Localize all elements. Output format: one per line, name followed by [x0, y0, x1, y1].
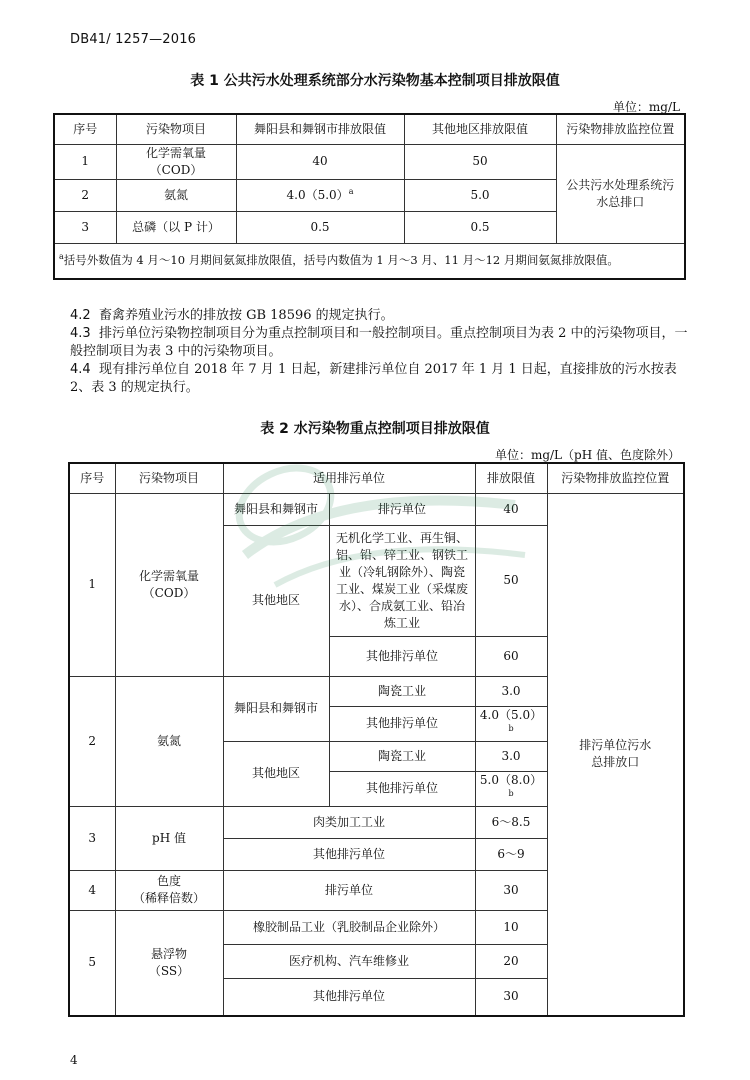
clause-number: 4.3	[70, 326, 91, 341]
table2-limit: 40	[475, 493, 547, 525]
table2-monitor-location: 排污单位污水 总排放口	[547, 493, 684, 1016]
table2-cell-no: 1	[69, 493, 115, 676]
table2-limit	[475, 706, 547, 741]
table2-limit: 20	[475, 944, 547, 978]
table2-header-item: 污染物项目	[115, 463, 223, 493]
table2-applicable-unit: 医疗机构、汽车维修业	[223, 944, 475, 978]
table1-value: 4.0（5.0）	[286, 187, 349, 202]
footnote-mark: b	[508, 788, 514, 798]
table2-limit	[475, 771, 547, 806]
footnote-mark: a	[59, 252, 64, 261]
table1-unit: 单位：mg/L	[612, 100, 680, 114]
table2-limit: 30	[475, 978, 547, 1016]
table2-limit: 60	[475, 636, 547, 676]
table1-header-row	[54, 114, 685, 144]
table2-value: 4.0（5.0）	[479, 707, 543, 722]
table2-cell-item: 悬浮物 （SS）	[115, 910, 223, 1016]
table1-header-wuyang: 舞阳县和舞钢市排放限值	[236, 114, 404, 144]
table2-applicable-unit: 陶瓷工业	[329, 676, 475, 706]
table1-header-other: 其他地区排放限值	[404, 114, 556, 144]
table2-limit: 50	[475, 525, 547, 636]
table2-applicable-unit: 其他排污单位	[329, 636, 475, 676]
paragraph-4-2	[70, 307, 690, 325]
table1-cell-no: 1	[54, 144, 116, 179]
table2-applicable-unit: 肉类加工工业	[223, 806, 475, 838]
clause-text: 排污单位污染物控制项目分为重点控制项目和一般控制项目。重点控制项目为表 2 中的污染物项目，一般控制项目为表 3 中的污染物项目。	[70, 326, 688, 359]
table1-caption: 表 1 公共污水处理系统部分水污染物基本控制项目排放限值	[190, 73, 560, 89]
table1-header-no: 序号	[54, 114, 116, 144]
table1-cell-other: 5.0	[404, 179, 556, 211]
table2-applicable-unit: 其他排污单位	[329, 771, 475, 806]
table2-applicable-unit: 无机化学工业、再生铜、铝、铅、锌工业、钢铁工业（冷轧钢除外）、陶瓷工业、煤炭工业（采煤废水）、合成氨工业、铅冶炼工业	[329, 525, 475, 636]
clause-number: 4.2	[70, 308, 91, 323]
table2-header-monitor: 污染物排放监控位置	[547, 463, 684, 493]
table1-header-monitor: 污染物排放监控位置	[556, 114, 685, 144]
table2-header-row	[69, 463, 684, 493]
table2-header-unit: 适用排污单位	[223, 463, 475, 493]
table2-cell-item: 化学需氧量 （COD）	[115, 493, 223, 676]
paragraph-4-4	[70, 361, 690, 397]
footnote-text: 括号外数值为 4 月～10 月期间氨氮排放限值，括号内数值为 1 月～3 月、11 月～12 月期间氨氮排放限值。	[63, 253, 619, 267]
table2-applicable-unit: 排污单位	[329, 493, 475, 525]
table1-cell-no: 2	[54, 179, 116, 211]
table2	[68, 462, 685, 1017]
clause-text: 畜禽养殖业污水的排放按 GB 18596 的规定执行。	[98, 308, 394, 323]
table1-cell-other: 0.5	[404, 211, 556, 243]
table2-cell-no: 3	[69, 806, 115, 870]
table1-cell-wuyang	[236, 179, 404, 211]
table2-applicable-unit: 其他排污单位	[223, 838, 475, 870]
table-row	[54, 144, 685, 179]
table2-applicable-unit: 其他排污单位	[329, 706, 475, 741]
table1-cell-wuyang: 0.5	[236, 211, 404, 243]
table2-applicable-unit: 排污单位	[223, 870, 475, 910]
table1-header-item: 污染物项目	[116, 114, 236, 144]
table2-caption: 表 2 水污染物重点控制项目排放限值	[260, 421, 490, 437]
table2-cell-no: 2	[69, 676, 115, 806]
table1-cell-wuyang: 40	[236, 144, 404, 179]
table2-applicable-unit: 其他排污单位	[223, 978, 475, 1016]
table2-limit: 30	[475, 870, 547, 910]
table2-limit: 3.0	[475, 676, 547, 706]
clause-number: 4.4	[70, 362, 91, 377]
table1-cell-item: 氨氮	[116, 179, 236, 211]
footnote-mark: b	[508, 723, 514, 733]
clause-text: 现有排污单位自 2018 年 7 月 1 日起，新建排污单位自 2017 年 1 月 1 日起，直接排放的污水按表 2、表 3 的规定执行。	[70, 362, 677, 395]
table1-note-row	[54, 243, 685, 279]
table2-cell-item: 氨氮	[115, 676, 223, 806]
table2-cell-no: 5	[69, 910, 115, 1016]
table2-unit: 单位：mg/L（pH 值、色度除外）	[494, 448, 680, 462]
table2-region: 其他地区	[223, 741, 329, 806]
table1-cell-other: 50	[404, 144, 556, 179]
table2-region: 舞阳县和舞钢市	[223, 493, 329, 525]
table2-cell-item: pH 值	[115, 806, 223, 870]
table2-limit: 3.0	[475, 741, 547, 771]
table2-limit: 6～8.5	[475, 806, 547, 838]
table1-cell-item: 总磷（以 P 计）	[116, 211, 236, 243]
table2-limit: 6～9	[475, 838, 547, 870]
table2-header-no: 序号	[69, 463, 115, 493]
table2-applicable-unit: 陶瓷工业	[329, 741, 475, 771]
table2-header-limit: 排放限值	[475, 463, 547, 493]
table1	[53, 113, 686, 280]
table2-limit: 10	[475, 910, 547, 944]
table-row	[69, 493, 684, 525]
table2-cell-no: 4	[69, 870, 115, 910]
page-number: 4	[70, 1053, 78, 1067]
footnote-mark: a	[348, 186, 354, 196]
table1-cell-item: 化学需氧量 （COD）	[116, 144, 236, 179]
table2-region: 其他地区	[223, 525, 329, 676]
table2-applicable-unit: 橡胶制品工业（乳胶制品企业除外）	[223, 910, 475, 944]
table2-region: 舞阳县和舞钢市	[223, 676, 329, 741]
document-code: DB41/ 1257—2016	[70, 32, 197, 47]
table1-monitor-location: 公共污水处理系统污 水总排口	[556, 144, 685, 243]
table1-footnote	[54, 243, 685, 279]
paragraph-4-3	[70, 325, 690, 361]
table2-value: 5.0（8.0）	[479, 772, 543, 787]
table1-cell-no: 3	[54, 211, 116, 243]
table2-cell-item: 色度 （稀释倍数）	[115, 870, 223, 910]
